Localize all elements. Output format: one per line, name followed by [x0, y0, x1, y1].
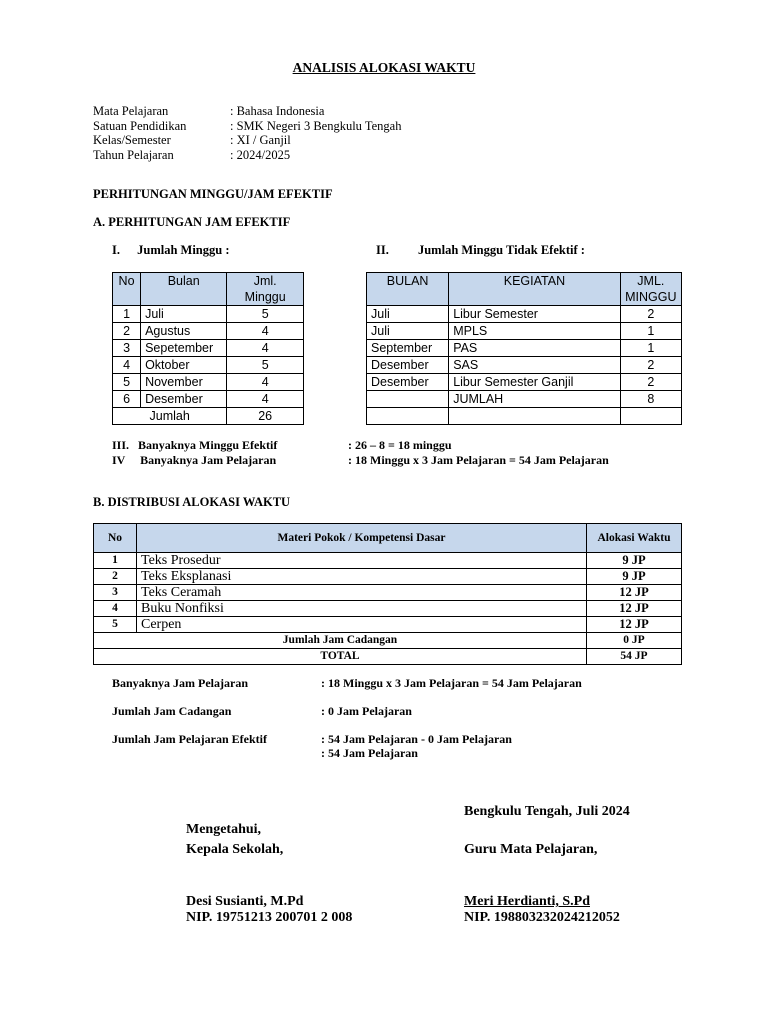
col-header-month: BULAN [367, 273, 449, 306]
cell-month: Oktober [141, 357, 227, 374]
info-label: Mata Pelajaran [93, 104, 169, 118]
cell-month [367, 408, 449, 425]
info-block [93, 104, 401, 162]
col-header-allocation: Alokasi Waktu [587, 524, 682, 553]
document-title: ANALISIS ALOKASI WAKTU [292, 60, 476, 75]
table-header-row [94, 524, 682, 553]
col-header-activity: KEGIATAN [449, 273, 621, 306]
info-row-class [93, 133, 401, 148]
cell-month: Sepetember [141, 340, 227, 357]
cell-material: Teks Prosedur [137, 553, 587, 569]
summary-value: : 18 Minggu x 3 Jam Pelajaran = 54 Jam Pelajaran [321, 676, 582, 690]
cell-weeks: 8 [620, 391, 681, 408]
line-label: Banyaknya Jam Pelajaran [140, 453, 277, 467]
cell-no: 2 [94, 569, 137, 585]
cell-activity [449, 408, 621, 425]
weeks-table [112, 272, 304, 425]
summary-row [112, 676, 582, 691]
cell-material: Teks Eksplanasi [137, 569, 587, 585]
table-row [113, 374, 304, 391]
cell-month: Juli [141, 306, 227, 323]
cell-weeks [620, 408, 681, 425]
col-header-no: No [113, 273, 141, 306]
cell-weeks: 4 [227, 374, 304, 391]
table-row [367, 408, 682, 425]
sub-heading-1 [112, 243, 230, 258]
cell-month: Juli [367, 323, 449, 340]
cell-weeks: 2 [620, 374, 681, 391]
summary-label: Banyaknya Jam Pelajaran [112, 676, 249, 690]
cell-month: Desember [367, 357, 449, 374]
info-label: Kelas/Semester [93, 133, 171, 147]
cell-allocation: 9 JP [587, 569, 682, 585]
info-value: : Bahasa Indonesia [230, 104, 325, 118]
table-row [367, 357, 682, 374]
summary-value: : 0 Jam Pelajaran [321, 704, 412, 718]
cell-weeks: 4 [227, 323, 304, 340]
summary-row [112, 704, 412, 719]
table-total-row [113, 408, 304, 425]
cell-no: 1 [113, 306, 141, 323]
cell-weeks: 2 [620, 357, 681, 374]
cell-month: Agustus [141, 323, 227, 340]
teacher-nip: NIP. 198803232024212052 [464, 910, 620, 925]
cell-total-label: TOTAL [94, 649, 587, 665]
cell-no: 1 [94, 553, 137, 569]
line-effective-weeks [112, 438, 277, 453]
distribution-table [93, 523, 682, 665]
cell-activity: PAS [449, 340, 621, 357]
sub-heading-text: Jumlah Minggu : [137, 243, 230, 257]
sub-heading-2 [376, 243, 585, 258]
table-total-row [94, 649, 682, 665]
cell-total-label: Jumlah [113, 408, 227, 425]
table-row [113, 323, 304, 340]
summary-value: : 54 Jam Pelajaran - 0 Jam Pelajaran [321, 732, 512, 746]
info-value: : SMK Negeri 3 Bengkulu Tengah [230, 118, 402, 133]
cell-total-value: 54 JP [587, 649, 682, 665]
cell-weeks: 5 [227, 357, 304, 374]
line-label: Banyaknya Minggu Efektif [138, 438, 278, 452]
table-row [113, 391, 304, 408]
table-row [94, 553, 682, 569]
info-row-subject [93, 104, 401, 119]
cell-weeks: 1 [620, 323, 681, 340]
cell-weeks: 2 [620, 306, 681, 323]
info-row-year [93, 148, 401, 163]
cell-month [367, 391, 449, 408]
sub-heading-num: I. [112, 243, 120, 257]
table-row [94, 617, 682, 633]
cell-no: 5 [94, 617, 137, 633]
teacher-role: Guru Mata Pelajaran, [464, 842, 598, 857]
non-effective-weeks-table [366, 272, 682, 425]
table-row [367, 323, 682, 340]
cell-allocation: 12 JP [587, 617, 682, 633]
table-row [367, 340, 682, 357]
cell-no: 4 [113, 357, 141, 374]
cell-no: 3 [113, 340, 141, 357]
cell-no: 3 [94, 585, 137, 601]
section-main-heading: PERHITUNGAN MINGGU/JAM EFEKTIF [93, 187, 333, 201]
summary-row [112, 732, 512, 747]
info-value: : XI / Ganjil [230, 133, 291, 147]
cell-weeks: 5 [227, 306, 304, 323]
principal-nip: NIP. 19751213 200701 2 008 [186, 910, 353, 925]
cell-month: September [367, 340, 449, 357]
cell-cadangan-value: 0 JP [587, 633, 682, 649]
line-num: IV [112, 453, 126, 467]
summary-label: Jumlah Jam Pelajaran Efektif [112, 732, 267, 746]
line-effective-weeks-value: : 26 – 8 = 18 minggu [348, 438, 452, 452]
table-cadangan-row [94, 633, 682, 649]
table-row [113, 306, 304, 323]
cell-activity: Libur Semester Ganjil [449, 374, 621, 391]
cell-allocation: 12 JP [587, 601, 682, 617]
cell-material: Cerpen [137, 617, 587, 633]
info-row-school [93, 119, 401, 134]
info-label: Tahun Pelajaran [93, 147, 174, 162]
cell-month: November [141, 374, 227, 391]
table-row [367, 374, 682, 391]
teacher-name: Meri Herdianti, S.Pd [464, 894, 590, 909]
sub-heading-num: II. [376, 243, 389, 257]
cell-allocation: 12 JP [587, 585, 682, 601]
table-row [367, 306, 682, 323]
place-date: Bengkulu Tengah, Juli 2024 [464, 804, 630, 819]
table-row [113, 340, 304, 357]
cell-no: 4 [94, 601, 137, 617]
cell-material: Buku Nonfiksi [137, 601, 587, 617]
section-b-heading: B. DISTRIBUSI ALOKASI WAKTU [93, 495, 291, 509]
table-row [94, 601, 682, 617]
table-row [113, 357, 304, 374]
info-value: : 2024/2025 [230, 147, 291, 162]
acknowledgement-label: Mengetahui, [186, 822, 262, 837]
col-header-weeks: JML. MINGGU [620, 273, 681, 306]
line-num: III. [112, 438, 130, 452]
table-header-row [367, 273, 682, 306]
cell-activity: Libur Semester [449, 306, 621, 323]
col-header-material: Materi Pokok / Kompetensi Dasar [137, 524, 587, 553]
table-row [94, 569, 682, 585]
cell-activity: JUMLAH [449, 391, 621, 408]
summary-value: : 54 Jam Pelajaran [321, 746, 418, 760]
cell-weeks: 4 [227, 391, 304, 408]
cell-material: Teks Ceramah [137, 585, 587, 601]
info-label: Satuan Pendidikan [93, 118, 187, 133]
table-row [367, 391, 682, 408]
line-lesson-hours-value: : 18 Minggu x 3 Jam Pelajaran = 54 Jam Pelajaran [348, 453, 609, 467]
cell-no: 5 [113, 374, 141, 391]
cell-month: Desember [141, 391, 227, 408]
principal-name: Desi Susianti, M.Pd [186, 894, 304, 909]
cell-month: Desember [367, 374, 449, 391]
cell-weeks: 4 [227, 340, 304, 357]
cell-allocation: 9 JP [587, 553, 682, 569]
cell-cadangan-label: Jumlah Jam Cadangan [94, 633, 587, 649]
table-row [94, 585, 682, 601]
cell-total-value: 26 [227, 408, 304, 425]
cell-activity: SAS [449, 357, 621, 374]
cell-weeks: 1 [620, 340, 681, 357]
line-lesson-hours [112, 453, 276, 468]
col-header-month: Bulan [141, 273, 227, 306]
table-header-row [113, 273, 304, 306]
cell-no: 2 [113, 323, 141, 340]
summary-label: Jumlah Jam Cadangan [112, 704, 232, 718]
cell-activity: MPLS [449, 323, 621, 340]
col-header-no: No [94, 524, 137, 553]
summary-extra [321, 746, 418, 761]
sub-heading-text: Jumlah Minggu Tidak Efektif : [417, 243, 585, 257]
section-a-heading: A. PERHITUNGAN JAM EFEKTIF [93, 215, 291, 229]
cell-month: Juli [367, 306, 449, 323]
cell-no: 6 [113, 391, 141, 408]
principal-role: Kepala Sekolah, [186, 842, 284, 857]
col-header-weeks: Jml. Minggu [227, 273, 304, 306]
